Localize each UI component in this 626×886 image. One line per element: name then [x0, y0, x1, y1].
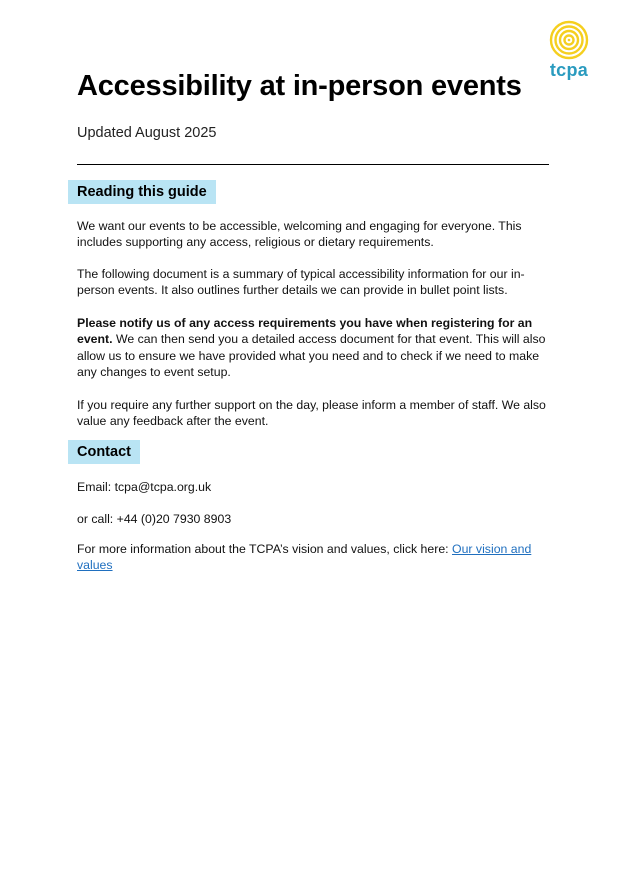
reading-paragraph-3: [77, 315, 549, 380]
tcpa-logo-rings-icon: [549, 20, 589, 60]
header-divider: [77, 164, 549, 165]
contact-phone: or call: +44 (0)20 7930 8903: [77, 512, 232, 526]
notify-emphasis: Please notify us of any access requirements you have when registering for an event.: [77, 316, 533, 347]
notify-details: We can then send you a detailed access document for that event. This will also allow us to ensure we have provided what you need and to check if we need to make any changes to event setup.: [77, 332, 546, 379]
reading-guide-heading: Reading this guide: [68, 180, 216, 204]
updated-date: Updated August 2025: [77, 125, 217, 141]
reading-paragraph-1: We want our events to be accessible, welcoming and engaging for everyone. This includes supporting any access, religious or dietary requirements.: [77, 219, 522, 250]
reading-paragraph-4: If you require any further support on the day, please inform a member of staff. We also value any feedback after the event.: [77, 398, 546, 429]
more-info-text: For more information about the TCPA’s vision and values, click here:: [77, 542, 453, 556]
reading-paragraph-2: The following document is a summary of typical accessibility information for our in-person events. It also outlines further details we can provide in bullet point lists.: [77, 267, 525, 298]
more-info-paragraph: [77, 541, 549, 574]
vision-values-link[interactable]: Our vision and values: [77, 542, 532, 573]
contact-email: Email: tcpa@tcpa.org.uk: [77, 480, 212, 494]
logo-text: tcpa: [549, 60, 589, 80]
tcpa-logo: [546, 20, 592, 81]
page-title: Accessibility at in-person events: [77, 70, 522, 102]
contact-heading: Contact: [68, 440, 140, 464]
